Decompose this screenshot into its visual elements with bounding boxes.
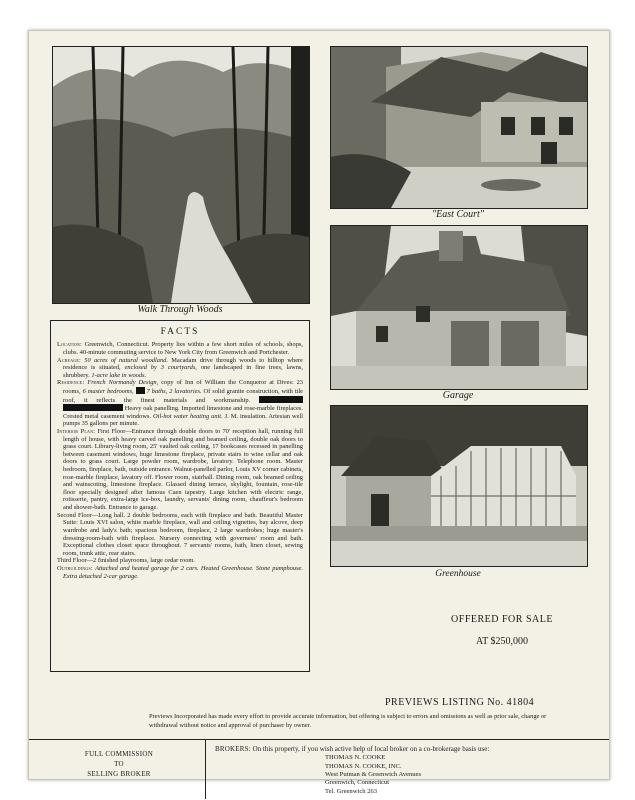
- woods-caption: Walk Through Woods: [137, 304, 223, 315]
- broker-contact: [215, 754, 605, 796]
- east-court-caption: "East Court": [431, 209, 485, 220]
- facts-location: Location: Greenwich, Connecticut. Property lies within a few short miles of schools, shops, clubs. 40-minute commuting service to New York City from Greenwich and Portchester.: [57, 341, 303, 356]
- facts-box: [50, 320, 310, 672]
- greenhouse-photo: [330, 405, 588, 567]
- broker-city: Greenwich, Connecticut: [325, 779, 390, 787]
- broker-company: THOMAS N. COOKE, INC.: [325, 762, 402, 770]
- listing-number: PREVIEWS LISTING No. 41804: [385, 697, 535, 708]
- brokers-block: [215, 745, 605, 796]
- commission-block: [49, 749, 189, 779]
- garage-photo: [330, 225, 588, 390]
- broker-phone: Tel. Greenwich 263: [325, 787, 378, 795]
- facts-outbuildings: Outbuildings: Attached and heated garage for 2 cars. Heated Greenhouse. Stone pumphouse. Extra detached 2-car garage.: [57, 564, 303, 580]
- broker-name: THOMAS N. COOKE: [325, 754, 386, 762]
- divider: [29, 739, 609, 740]
- broker-address: West Putman & Greenwich Avenues: [325, 770, 422, 778]
- redaction-mark: [63, 404, 123, 411]
- facts-interior: Interior Plan: First Floor—Entrance through double doors to 70' reception hall, running full length of house, with heavy carved oak panelling and beamed ceiling, double oak doors to grass court. Library-living room, 25' vaulted oak ceiling, 17 bookcases recessed in panelling between casement windows, huge limestone fireplace, private stairs to wine cellar and oak doors to grass court. Large powder room, wardrobe, lavatory. Telephone room. Master bedroom, fireplace, bath, outside entrance. Walnut-panelled parlor, Louis XV corner cabinets, rose-marble fireplace, lavatory off. Flower room, stairhall. Dining room, oak beamed ceiling and wainscoting, limestone fireplace. Glassed dining terrace, skylight, fountain, rose-tile floor specially designed after famous Caen tapestry. Large kitchen with electric range, rotisserie, pantry, extra-large ice-box, laundry, servants' dining room, chauffeur's bedroom and shower-bath. Entrance to garage.: [57, 428, 303, 512]
- brochure-page: [28, 30, 610, 795]
- redaction-mark: [136, 387, 145, 394]
- commission-line: TO: [114, 760, 124, 769]
- garage-caption: Garage: [442, 390, 474, 401]
- offer-price: AT $250,000: [475, 636, 529, 647]
- woods-photo: [52, 46, 310, 304]
- redaction-mark: [259, 396, 303, 403]
- disclaimer-text: Previews Incorporated has made every effort to provide accurate information, but offering is subject to errors and omissions as well as prior sale, change or withdrawal without notice and approval of purchaser by owner.: [149, 713, 547, 729]
- facts-acreage: Acreage: 50 acres of natural woodland. Macadam drive through woods to hilltop where residence is situated, enclosed by 3 courtyards, one landscaped in fine trees, lawns, shrubbery. 1-acre lake in woods.: [57, 356, 304, 379]
- divider: [205, 739, 206, 799]
- commission-line: FULL COMMISSION: [84, 750, 154, 758]
- facts-title: FACTS: [160, 327, 200, 337]
- greenhouse-caption: Greenhouse: [435, 569, 481, 579]
- facts-third-floor: Third Floor—2 finished playrooms, large cedar room.: [57, 557, 195, 565]
- facts-second-floor: Second Floor—Long hall. 2 double bedrooms, each with fireplace and bath. Beautiful Master Suite: Louis XVI salon, white marble fireplace, wall and ceiling vignettes, bay alcove, deep wardrobe and lady's bath; spacious bedroom, fireplace, 2 large wardrobes; huge master's dressing-room-bath with fireplace. Nursery connecting with governess' room and bath. Exceptional clothes closet space throughout. 7 servants' rooms, bath, linen closet, sewing room, trunk attic, rear stairs.: [57, 511, 303, 557]
- facts-residence: Residence: French Normandy Design, copy of Inn of William the Conqueror at Dives: 23 rooms, 6 master bedrooms, 7 baths, 2 lavatories. Of solid granite construction, with tile roof, it reflects the finest materials and workmanship. Heavy oak panelling. Imported limestone and rose-marble fireplaces. Crested metal casement windows. Oil-hot water heating unit. J. M. insulation. Artesian well pumps 35 gallons per minute.: [57, 379, 304, 428]
- offer-title: OFFERED FOR SALE: [451, 614, 553, 625]
- brokers-intro: BROKERS: On this property, if you wish active help of local broker on a co-brokerage basis use:: [215, 745, 490, 753]
- commission-line: SELLING BROKER: [87, 770, 151, 779]
- east-court-photo: [330, 46, 588, 209]
